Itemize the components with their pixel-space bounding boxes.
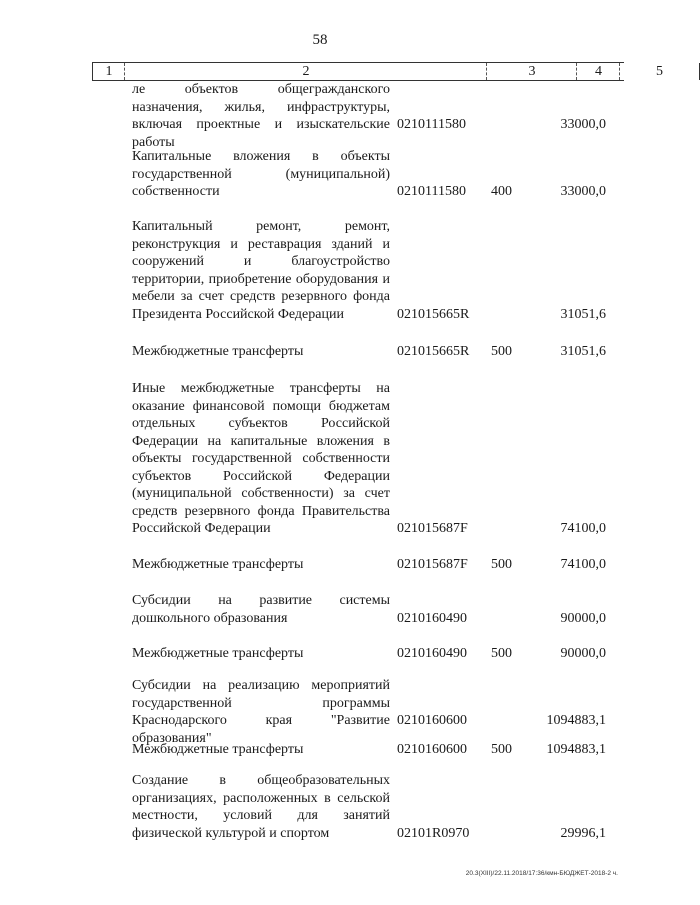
header-col-2: 2: [124, 63, 487, 80]
row-name: ле объектов общегражданского назначения, жилья, инфраструктуры, включая проектные и изыскательские работы: [132, 82, 390, 150]
row-amount: 33000,0: [560, 184, 606, 199]
row-amount: 74100,0: [560, 557, 606, 572]
row-code: 021015687F: [397, 557, 468, 572]
row-code: 0210160600: [397, 742, 467, 757]
document-footer: 20.3(XIII)/22.11.2018/17:36/кмн-БЮДЖЕТ-2018-2 ч.: [465, 870, 618, 877]
row-amount: 90000,0: [560, 611, 606, 626]
row-code: 021015687F: [397, 521, 468, 536]
row-amount: 31051,6: [560, 307, 606, 322]
row-amount: 31051,6: [560, 344, 606, 359]
page-number: 58: [312, 32, 328, 48]
row-name: Капитальные вложения в объекты государственной (муниципальной) собственности: [132, 149, 390, 199]
row-code: 0210111580: [397, 117, 466, 132]
row-amount: 1094883,1: [546, 742, 606, 757]
header-col-4: 4: [576, 63, 620, 80]
row-amount: 33000,0: [560, 117, 606, 132]
row-amount: 1094883,1: [546, 713, 606, 728]
row-vr: 500: [491, 646, 512, 661]
row-vr: 500: [491, 344, 512, 359]
row-code: 021015665R: [397, 344, 470, 359]
row-code: 021015665R: [397, 307, 470, 322]
row-code: 0210160600: [397, 713, 467, 728]
header-col-3: 3: [486, 63, 577, 80]
row-name: Субсидии на развитие системы дошкольного образования: [132, 593, 390, 626]
row-code: 0210160490: [397, 611, 467, 626]
row-name: Субсидии на реализацию мероприятий государственной программы Краснодарского края "Развитие образования": [132, 678, 390, 746]
row-name: Межбюджетные трансферты: [132, 344, 304, 359]
row-name: Иные межбюджетные трансферты на оказание финансовой помощи бюджетам отдельных субъектов Российской Федерации на капитальные вложения в объекты государственной собственности субъектов Российской Федерации (муниципальной собственности) за счет средств резервного фонда Правительства Российской Федерации: [132, 381, 390, 536]
header-col-5: 5: [619, 63, 700, 80]
row-name: Межбюджетные трансферты: [132, 646, 304, 661]
row-vr: 400: [491, 184, 512, 199]
row-code: 0210111580: [397, 184, 466, 199]
row-code: 02101R0970: [397, 826, 470, 841]
row-name: Капитальный ремонт, ремонт, реконструкция и реставрация зданий и сооружений и благоустройство территории, приобретение оборудования и мебели за счет средств резервного фонда Президента Российской Федерации: [132, 219, 390, 322]
row-name: Межбюджетные трансферты: [132, 742, 304, 757]
row-name: Межбюджетные трансферты: [132, 557, 304, 572]
row-amount: 29996,1: [560, 826, 606, 841]
row-code: 0210160490: [397, 646, 467, 661]
row-name: Создание в общеобразовательных организациях, расположенных в сельской местности, условий для занятий физической культурой и спортом: [132, 773, 390, 841]
row-amount: 90000,0: [560, 646, 606, 661]
row-vr: 500: [491, 557, 512, 572]
header-col-1: 1: [92, 63, 125, 80]
row-amount: 74100,0: [560, 521, 606, 536]
table-header: [92, 62, 663, 81]
row-vr: 500: [491, 742, 512, 757]
